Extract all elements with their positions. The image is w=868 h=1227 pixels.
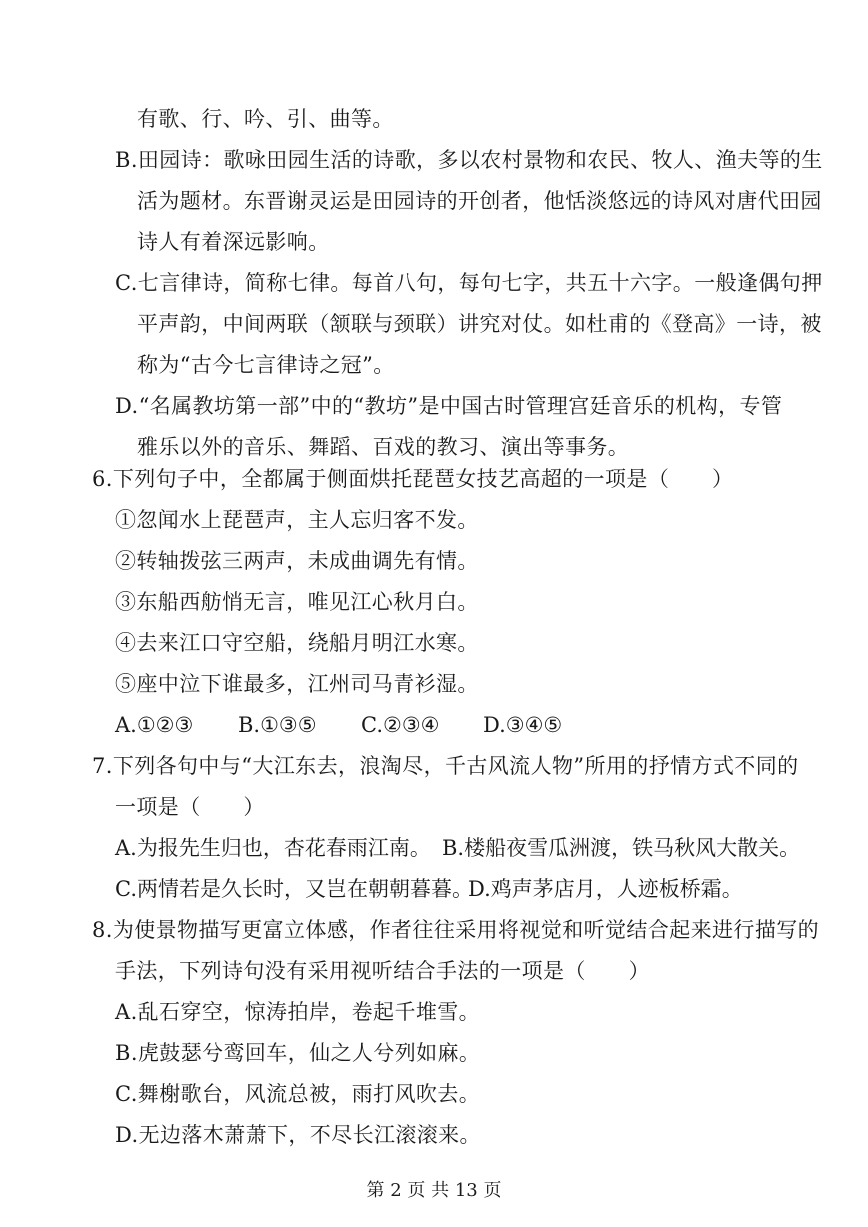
question-6-item-3: ③东船西舫悄无言，唯见江心秋月白。 bbox=[115, 590, 479, 614]
question-6-option-a: A.①②③ bbox=[115, 713, 194, 737]
option-c-line-2: 平声韵，中间两联（颔联与颈联）讲究对仗。如杜甫的《登高》一诗，被 bbox=[137, 312, 822, 336]
question-6-item-4: ④去来江口守空船，绕船月明江水寒。 bbox=[115, 631, 479, 655]
question-6-option-d: D.③④⑤ bbox=[483, 713, 563, 737]
page-number-footer: 第 2 页 共 13 页 bbox=[366, 1180, 502, 1201]
question-6-item-1: ①忽闻水上琵琶声，主人忘归客不发。 bbox=[115, 508, 479, 532]
question-6-stem: 6.下列句子中，全都属于侧面烘托琵琶女技艺高超的一项是（ ） bbox=[92, 467, 734, 491]
question-8-option-a: A.乱石穿空，惊涛拍岸，卷起千堆雪。 bbox=[115, 1000, 481, 1024]
question-7-options-row-2 bbox=[115, 874, 835, 904]
question-8-option-b: B.虎鼓瑟兮鸾回车，仙之人兮列如麻。 bbox=[115, 1041, 481, 1065]
question-7-stem-line-1: 7.下列各句中与“大江东去，浪淘尽，千古风流人物”所用的抒情方式不同的 bbox=[92, 754, 799, 778]
question-6-option-b: B.①③⑤ bbox=[238, 713, 317, 737]
question-8-option-d: D.无边落木萧萧下，不尽长江滚滚来。 bbox=[115, 1123, 481, 1147]
option-a-continuation: 有歌、行、吟、引、曲等。 bbox=[137, 107, 394, 131]
question-7-options-row-1 bbox=[115, 833, 835, 863]
option-b-line-2: 活为题材。东晋谢灵运是田园诗的开创者，他恬淡悠远的诗风对唐代田园 bbox=[137, 189, 822, 213]
question-6-options bbox=[115, 710, 815, 740]
question-8-stem-line-1: 8.为使景物描写更富立体感，作者往往采用将视觉和听觉结合起来进行描写的 bbox=[92, 918, 820, 942]
question-8-stem-line-2: 手法，下列诗句没有采用视听结合手法的一项是（ ） bbox=[115, 959, 650, 983]
option-c-line-3: 称为“古今七言律诗之冠”。 bbox=[137, 353, 395, 377]
option-c-line-1: C.七言律诗，简称七律。每首八句，每句七字，共五十六字。一般逢偶句押 bbox=[115, 271, 823, 295]
question-7-option-d: D.鸡声茅店月，人迹板桥霜。 bbox=[468, 877, 743, 901]
question-8-option-c: C.舞榭歌台，风流总被，雨打风吹去。 bbox=[115, 1082, 481, 1106]
question-7-option-c: C.两情若是久长时，又岂在朝朝暮暮。 bbox=[115, 877, 473, 901]
question-7-stem-line-2: 一项是（ ） bbox=[115, 795, 265, 819]
question-7-option-a: A.为报先生归也，杏花春雨江南。 bbox=[115, 836, 431, 860]
question-6-item-5: ⑤座中泣下谁最多，江州司马青衫湿。 bbox=[115, 672, 479, 696]
question-6-item-2: ②转轴拨弦三两声，未成曲调先有情。 bbox=[115, 549, 479, 573]
option-d-line-2: 雅乐以外的音乐、舞蹈、百戏的教习、演出等事务。 bbox=[137, 435, 630, 459]
question-6-option-c: C.②③④ bbox=[361, 713, 440, 737]
question-7-option-b: B.楼船夜雪瓜洲渡，铁马秋风大散关。 bbox=[442, 836, 801, 860]
option-b-line-1: B.田园诗：歌咏田园生活的诗歌，多以农村景物和农民、牧人、渔夫等的生 bbox=[115, 148, 823, 172]
option-d-line-1: D.“名属教坊第一部”中的“教坊”是中国古时管理宫廷音乐的机构，专管 bbox=[115, 394, 783, 418]
option-b-line-3: 诗人有着深远影响。 bbox=[137, 230, 330, 254]
